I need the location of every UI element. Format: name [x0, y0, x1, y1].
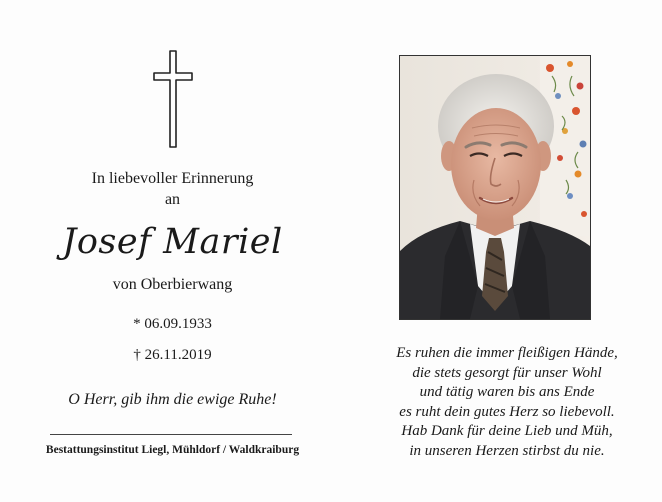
divider-line — [50, 434, 292, 435]
death-date: † 26.11.2019 — [133, 347, 212, 363]
origin-text: von Oberbierwang — [112, 276, 233, 293]
verse-line: die stets gesorgt für unser Wohl — [412, 364, 602, 381]
intro-line-1: In liebevoller Erinnerung — [91, 170, 254, 187]
verse-line: und tätig waren bis ans Ende — [419, 384, 595, 400]
verse-line: es ruht dein gutes Herz so liebevoll. — [399, 403, 615, 420]
intro-text — [0, 168, 345, 210]
intro-line-2: an — [164, 191, 181, 208]
portrait-illustration — [400, 56, 590, 319]
verse-line: Hab Dank für deine Lieb und Müh, — [401, 423, 613, 439]
portrait-photo — [399, 55, 591, 320]
prayer-text: O Herr, gib ihm die ewige Ruhe! — [68, 391, 277, 408]
cross-icon — [152, 49, 194, 149]
verse-line: Es ruhen die immer fleißigen Hände, — [396, 345, 618, 361]
verse-line: in unseren Herzen stirbst du nie. — [409, 442, 605, 459]
birth-date: * 06.09.1933 — [133, 316, 212, 332]
undertaker-text: Bestattungsinstitut Liegl, Mühldorf / Waldkraiburg — [45, 444, 300, 456]
deceased-name: Josef Mariel — [62, 222, 283, 262]
memorial-verse — [352, 344, 662, 461]
